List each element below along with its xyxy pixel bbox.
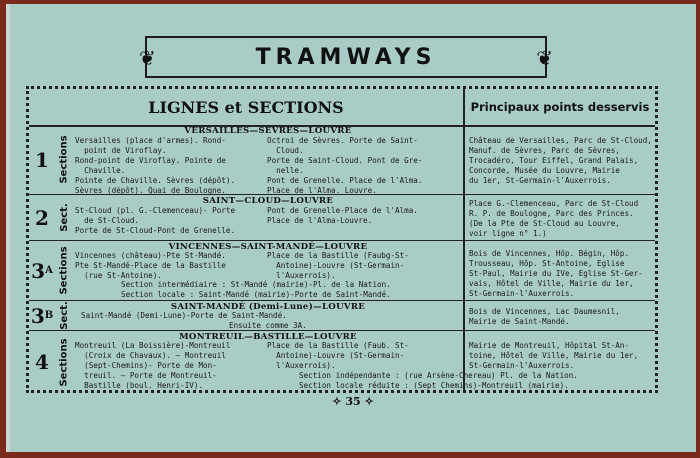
line-number: 3 B xyxy=(30,303,54,328)
points-served: Place G.-Clemenceau, Parc de St-Cloud R. P. de Boulogne, Parc des Princes. (De la Pte de St-Cloud au Louvre, voir ligne n° 1.) xyxy=(469,199,639,238)
sections-col-1: Montreuil (La Boissière)-Montreuil (Croix de Chavaux). — Montreuil (Sept-Chemins)- Porte de Mon- treuil. — Porte de Montreuil- Bastille (boul. Henri-IV). xyxy=(75,341,231,390)
table-row xyxy=(29,125,655,195)
table-header xyxy=(29,89,655,127)
book-page xyxy=(6,4,696,452)
sections-col-2: Octroi de Sèvres. Porte de Saint- Cloud. Porte de Saint-Cloud. Pont de Gre- nelle. Pont de Grenelle. Place de l'Alma. Place de l'Alma. Louvre. xyxy=(267,136,423,195)
ornament-right-icon: ❦ xyxy=(536,46,553,70)
page-title: TRAMWAYS xyxy=(255,44,437,70)
sections-col-1: Versailles (place d'armes). Rond- point de Viroflay. Rond-point de Viroflay. Pointe de Chaville. Pointe de Chaville. Sèvres (dépôt). Sèvres (dépôt). Quai de Boulogne. xyxy=(75,136,236,195)
title-banner xyxy=(139,36,553,78)
route-title: MONTREUIL—BASTILLE—LOUVRE xyxy=(179,332,357,342)
sections-label: Sect. xyxy=(58,203,70,232)
section-notes: Ensuite comme 3A. xyxy=(229,321,307,330)
table-row xyxy=(29,195,655,241)
line-number: 3 A xyxy=(31,258,53,283)
sections-col-2: Place de la Bastille (Faubg-St- Antoine)-Louvre (St-Germain- l'Auxerrois). xyxy=(267,251,409,280)
points-served: Bois de Vincennes, Lac Daumesnil, Mairie de Saint-Mandé. xyxy=(469,307,620,326)
line-number: 1 xyxy=(35,147,49,172)
sections-label: Sections xyxy=(58,135,70,184)
table-row xyxy=(29,241,655,301)
sections-col-1: Saint-Mandé (Demi-Lune)-Porte de Saint-Mandé. xyxy=(81,311,287,320)
points-served: Bois de Vincennes, Hôp. Bégin, Hôp. Trousseau, Hôp. St-Antoine, Eglise St-Paul, Mairie du IVe, Eglise St-Ger- vais, Hôtel de Ville, Mairie du 1er, St-Germain-l'Auxerrois. xyxy=(469,249,643,298)
sections-col-1: Vincennes (château)-Pte St-Mandé. Pte St-Mandé-Place de la Bastille (rue St-Antoine). xyxy=(75,251,226,280)
sections-label: Sections xyxy=(58,246,70,295)
line-number: 2 xyxy=(35,205,49,230)
sections-col-2: Pont de Grenelle-Place de l'Alma. Place de l'Alma-Louvre. xyxy=(267,206,418,225)
page-number: ✧ 35 ✧ xyxy=(332,395,374,408)
sections-col-1: St-Cloud (pl. G.-Clemenceau)- Porte de St-Cloud. Porte de St-Cloud-Pont de Grenelle. xyxy=(75,206,236,235)
header-lines-sections: LIGNES et SECTIONS xyxy=(148,97,344,117)
table-row xyxy=(29,301,655,331)
ornament-left-icon: ❦ xyxy=(139,46,156,70)
route-title: SAINT-MANDÉ (Demi-Lune)—LOUVRE xyxy=(170,302,366,312)
section-notes: Section intermédiaire : St-Mandé (mairie)-Pl. de la Nation. Section locale : Saint-Mandé (mairie)-Porte de Saint-Mandé. xyxy=(121,280,391,299)
route-title: SAINT—CLOUD—LOUVRE xyxy=(202,196,334,206)
line-number: 4 xyxy=(35,350,49,374)
route-title: VINCENNES—SAINT-MANDÉ—LOUVRE xyxy=(168,242,368,252)
header-main-points: Principaux points desservis xyxy=(463,89,655,125)
sections-col-2: Place de la Bastille (Faub. St- Antoine)-Louvre (St-Germain- l'Auxerrois). xyxy=(267,341,409,370)
table-row xyxy=(29,331,655,393)
sections-label: Sect. xyxy=(58,301,70,330)
section-notes: Section indépendante : (rue Arsène-Chereau) Pl. de la Nation. Section locale réduite : (Sept Chemins)-Montreuil (mairie). xyxy=(299,371,578,390)
points-served: Château de Versailles, Parc de St-Cloud, Manuf. de Sèvres, Parc de Sèvres, Trocadéro, Tour Eiffel, Grand Palais, Concorde, Musée du Louvre, Mairie du 1er, St-Germain-l'Auxerrois. xyxy=(469,136,652,185)
lines-table xyxy=(26,86,658,393)
route-title: VERSAILLES—SÈVRES—LOUVRE xyxy=(184,126,352,136)
points-served: Mairie de Montreuil, Hôpital St-An- toine, Hôtel de Ville, Mairie du 1er, St-Germain-l'Auxerrois. xyxy=(469,341,639,370)
sections-label: Sections xyxy=(58,337,70,387)
